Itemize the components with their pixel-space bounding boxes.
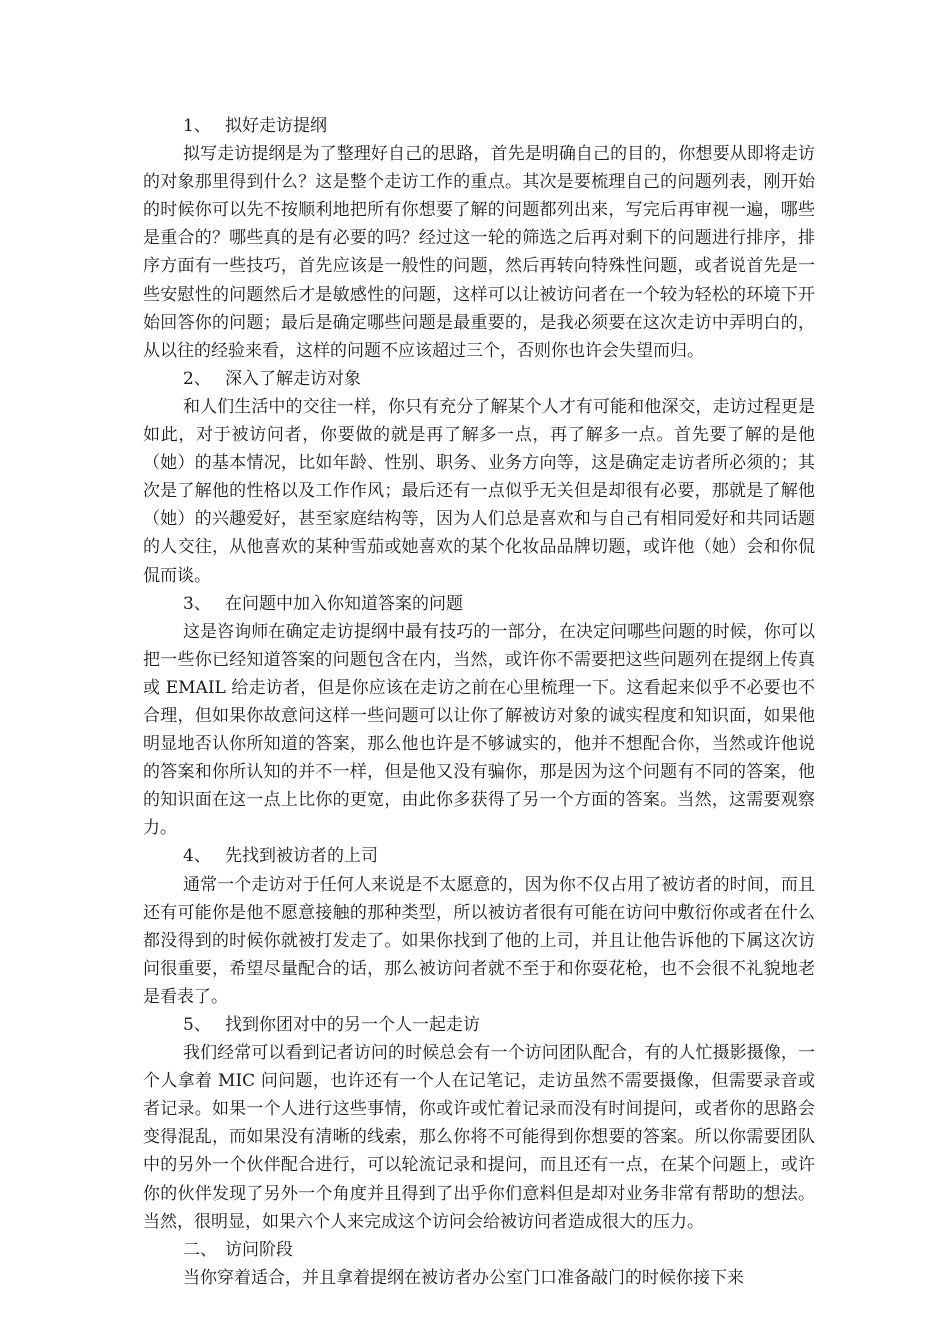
section-number: 4、 [183,846,211,867]
section-5 [143,1011,815,1236]
section-title: 访问阶段 [225,1239,293,1260]
section-heading [143,365,815,393]
section-number: 5、 [183,1015,211,1035]
section-paragraph: 通常一个走访对于任何人来说是不太愿意的，因为你不仅占用了被访者的时间，而且还有可能你是他不愿意接触的那种类型，所以被访者很有可能在访问中敷衍你或者在什么都没得到的时候你就被打发走了。如果你找到了他的上司，并且让他告诉他的下属这次访问很重要，希望尽量配合的话，那么被访问者就不至于和你耍花枪，也不会很不礼貌地老是看表了。 [143,874,815,1007]
section-title: 在问题中加入你知道答案的问题 [225,593,463,614]
section-heading [143,1011,815,1039]
section-paragraph: 这是咨询师在确定走访提纲中最有技巧的一部分，在决定问哪些问题的时候，你可以把一些你已经知道答案的问题包含在内，当然，或许你不需要把这些问题列在提纲上传真或 EMAIL 给走访者，但是你应该在走访之前在心里梳理一下。这看起来似乎不必要也不合理，但如果你故意问这样一些问题可以让你了解被访对象的诚实程度和知识面，如果他明显地否认你所知道的答案，那么他也许是不够诚实的，他并不想配合你，当然或许他说的答案和你所认知的并不一样，但是他又没有骗你，那是因为这个问题有不同的答案，他的知识面在这一点上比你的更宽，由此你多获得了另一个方面的答案。当然，这需要观察力。 [143,621,815,839]
section-heading [143,590,815,618]
section-3 [143,590,815,843]
section-paragraph: 我们经常可以看到记者访问的时候总会有一个访问团队配合，有的人忙摄影摄像，一个人拿着 MIC 问问题，也许还有一个人在记笔记，走访虽然不需要摄像，但需要录音或者记录。如果一个人进行这些事情，你或许或忙着记录而没有时间提问，或者你的思路会变得混乱，而如果没有清晰的线索，那么你将不可能得到你想要的答案。所以你需要团队中的另外一个伙伴配合进行，可以轮流记录和提问，而且还有一点，在某个问题上，或许你的伙伴发现了另外一个角度并且得到了出乎你们意料但是却对业务非常有帮助的想法。当然，很明显，如果六个人来完成这个访问会给被访问者造成很大的压力。 [143,1043,815,1232]
document-page [143,112,815,1292]
section-title: 拟好走访提纲 [225,116,327,136]
section-heading [143,1236,815,1264]
section-paragraph: 当你穿着适合，并且拿着提纲在被访者办公室门口准备敲门的时候你接下来 [183,1267,744,1288]
section-title: 先找到被访者的上司 [225,846,378,867]
section-number: 1、 [183,116,211,136]
section-paragraph: 拟写走访提纲是为了整理好自己的思路，首先是明确自己的目的，你想要从即将走访的对象那里得到什么？这是整个走访工作的重点。其次是要梳理自己的问题列表，刚开始的时候你可以先不按顺利地把所有你想要了解的问题都列出来，写完后再审视一遍，哪些是重合的？哪些真的是有必要的吗？经过这一轮的筛选之后再对剩下的问题进行排序，排序方面有一些技巧，首先应该是一般性的问题，然后再转向特殊性问题，或者说首先是一些安慰性的问题然后才是敏感性的问题，这样可以让被访问者在一个较为轻松的环境下开始回答你的问题；最后是确定哪些问题是最重要的，是我必须要在这次走访中弄明白的，从以往的经验来看，这样的问题不应该超过三个，否则你也许会失望而归。 [143,144,815,361]
section-4 [143,842,815,1011]
section-title: 找到你团对中的另一个人一起走访 [225,1015,480,1035]
section-2 [143,365,815,590]
section-1 [143,112,815,365]
section-number: 3、 [183,593,211,614]
section-paragraph: 和人们生活中的交往一样，你只有充分了解某个人才有可能和他深交，走访过程更是如此，对于被访问者，你要做的就是再了解多一点，再了解多一点。首先要了解的是他（她）的基本情况，比如年龄、性别、职务、业务方向等，这是确定走访者所必须的；其次是了解他的性格以及工作作风；最后还有一点似乎无关但是却很有必要，那就是了解他（她）的兴趣爱好，甚至家庭结构等，因为人们总是喜欢和与自己有相同爱好和共同话题的人交往，从他喜欢的某种雪茄或她喜欢的某个化妆品品牌切题，或许他（她）会和你侃侃而谈。 [143,396,815,586]
section-number: 2、 [183,368,211,389]
section-title: 深入了解走访对象 [225,368,361,389]
section-heading [143,112,815,140]
section-access-stage [143,1236,815,1292]
section-number: 二、 [183,1239,217,1260]
section-heading [143,842,815,870]
